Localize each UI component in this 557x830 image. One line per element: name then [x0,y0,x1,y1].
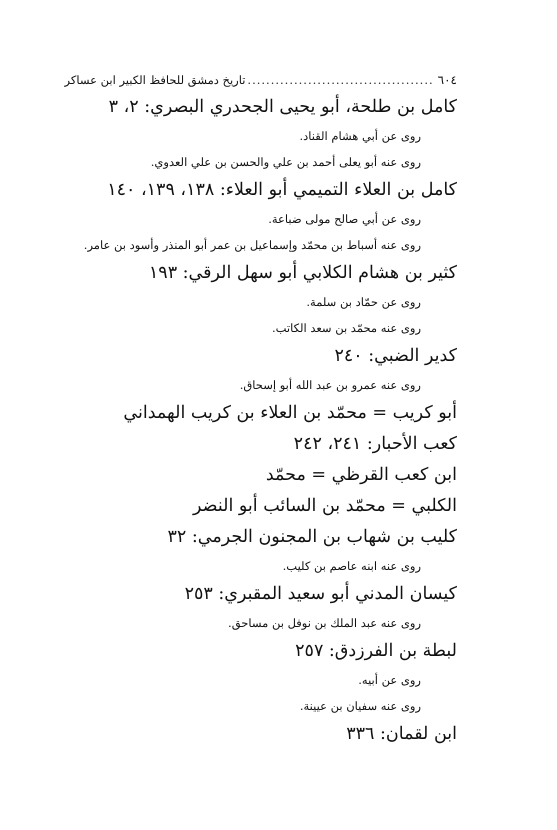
page-number: ٦٠٤ [437,73,457,87]
index-entry-heading: كدير الضبي: ٢٤٠ [334,346,457,366]
narration-line: روى عنه سفيان بن عيينة. [299,699,421,713]
index-entry-heading: ابن كعب القرظي = محمّد [265,465,457,485]
leader-dots: ........................................ [247,73,434,87]
index-entry-heading: الكلبي = محمّد بن السائب أبو النضر [193,496,457,516]
index-entry-heading: كيسان المدني أبو سعيد المقبري: ٢٥٣ [184,584,457,604]
narration-line: روى عن أبي صالح مولى ضباعة. [268,212,421,226]
narration-line: روى عنه عمرو بن عبد الله أبو إسحاق. [239,378,421,392]
running-header [64,68,457,92]
index-entries [83,92,457,750]
document-page [64,68,457,750]
narration-line: روى عنه أسباط بن محمّد وإسماعيل بن عمر أبو المنذر وأسود بن عامر. [83,238,421,252]
book-title: تاريخ دمشق للحافظ الكبير ابن عساكر [64,73,246,87]
index-entry-heading: أبو كريب = محمّد بن العلاء بن كريب الهمداني [123,403,457,423]
narration-line: روى عنه ابنه عاصم بن كليب. [282,559,421,573]
narration-line: روى عنه عبد الملك بن نوفل بن مساحق. [228,616,421,630]
narration-line: روى عن أبيه. [358,673,421,687]
index-entry-heading: كامل بن العلاء التميمي أبو العلاء: ١٣٨، ١٣٩، ١٤٠ [107,180,457,200]
index-entry-heading: كامل بن طلحة، أبو يحيى الجحدري البصري: ٢، ٣ [108,97,457,117]
narration-line: روى عن أبي هشام القناد. [299,129,421,143]
index-entry-heading: ابن لقمان: ٣٣٦ [346,724,457,744]
index-entry-heading: لبطة بن الفرزدق: ٢٥٧ [295,641,457,661]
narration-line: روى عنه محمّد بن سعد الكاتب. [271,321,421,335]
narration-line: روى عنه أبو يعلى أحمد بن علي والحسن بن علي العدوي. [150,155,421,169]
index-entry-heading: كليب بن شهاب بن المجنون الجرمي: ٣٢ [167,527,457,547]
index-entry-heading: كعب الأحبار: ٢٤١، ٢٤٢ [293,434,457,454]
index-entry-heading: كثير بن هشام الكلابي أبو سهل الرقي: ١٩٣ [148,263,457,283]
narration-line: روى عن حمّاد بن سلمة. [306,295,421,309]
